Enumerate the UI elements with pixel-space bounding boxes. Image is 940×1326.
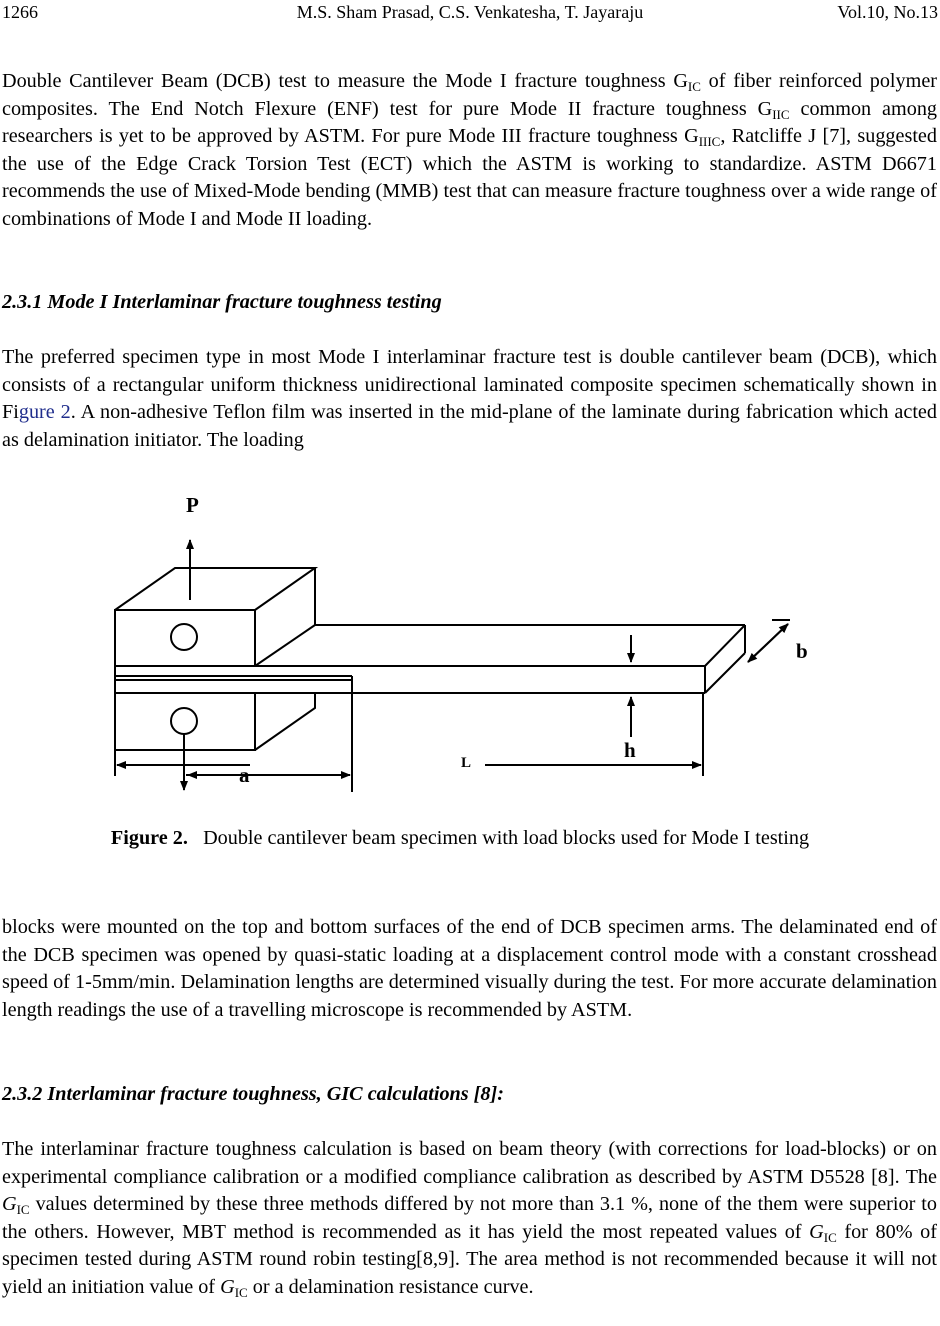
subscript: IC xyxy=(823,1229,837,1245)
subscript: IC xyxy=(16,1202,30,1217)
subscript: IIC xyxy=(772,106,790,122)
figure-caption xyxy=(100,824,820,852)
figure-dcb-specimen xyxy=(100,480,840,810)
page-number: 1266 xyxy=(2,2,38,22)
label-b: b xyxy=(796,639,808,663)
symbol-G: G xyxy=(809,1220,824,1243)
label-P: P xyxy=(186,493,199,517)
paragraph-dcb-specimen xyxy=(2,344,937,454)
text-run: common among researchers is yet to be approved by ASTM. For pure Mode III fracture toughness G xyxy=(2,97,938,147)
caption-label: Figure 2. xyxy=(110,827,188,849)
text-run: values determined by these three methods differed by not more than 3.1 %, none of the them were superior to the others. However, MBT method is recommended as it has yield the most repeated values of xyxy=(2,1193,937,1243)
section-heading-2-3-2: 2.3.2 Interlaminar fracture toughness, GIC calculations [8]: xyxy=(2,1083,504,1105)
page-header xyxy=(2,0,938,24)
section-heading-2-3-1: 2.3.1 Mode I Interlaminar fracture toughness testing xyxy=(2,291,442,313)
paragraph-intro xyxy=(2,68,937,233)
bottom-load-block xyxy=(115,693,315,750)
text-run: The interlaminar fracture toughness calculation is based on beam theory (with corrections for load-blocks) or on experimental compliance calibration or a modified compliance calibration as described by ASTM D5528 [8]. The xyxy=(2,1138,937,1188)
subscript: IC xyxy=(687,79,701,94)
top-pin-hole xyxy=(171,624,197,650)
text-run: or a delamination resistance curve. xyxy=(247,1275,534,1298)
text-run: for 80% of specimen tested during ASTM round robin testing[8,9]. The area method is not recommended because it will not yield an initiation value of xyxy=(2,1220,937,1298)
figure-reference-link[interactable]: gure 2 xyxy=(18,401,71,423)
symbol-G: G xyxy=(220,1275,235,1298)
paragraph-loading-blocks: blocks were mounted on the top and bottom surfaces of the end of DCB specimen arms. The delaminated end of the DCB specimen was opened by quasi-static loading at a displacement control mode with a constant crosshead speed of 1-5mm/min. Delamination lengths are determined visually during the test. For more accurate delamination length readings the use of a travelling microscope is recommended by ASTM. xyxy=(2,916,937,1021)
upper-arm xyxy=(255,625,745,693)
dcb-diagram xyxy=(100,480,840,810)
lower-arm xyxy=(115,666,705,750)
label-L: L xyxy=(461,755,472,771)
text-run: of fiber reinforced polymer composites. The End Notch Flexure (ENF) test for pure Mode II fracture toughness G xyxy=(2,70,937,120)
subscript: IC xyxy=(234,1284,248,1300)
text-run: The preferred specimen type in most Mode I interlaminar fracture test is double cantilever beam (DCB), which consists of a rectangular uniform thickness unidirectional laminated composite specimen schematically shown in Fi xyxy=(2,346,937,423)
text-run: . A non-adhesive Teflon film was inserted in the mid-plane of the laminate during fabrication which acted as delamination initiator. The loading xyxy=(2,401,937,451)
volume-info: Vol.10, No.13 xyxy=(837,2,938,22)
bottom-pin-hole xyxy=(171,708,197,734)
running-authors: M.S. Sham Prasad, C.S. Venkatesha, T. Jayaraju xyxy=(296,2,644,22)
label-a: a xyxy=(239,763,250,787)
text-run: Double Cantilever Beam (DCB) test to measure the Mode I fracture toughness G xyxy=(2,70,688,92)
caption-text: Double cantilever beam specimen with load blocks used for Mode I testing xyxy=(203,827,810,849)
text-run: , Ratcliffe J [7], suggested the use of the Edge Crack Torsion Test (ECT) which the ASTM is working to standardize. ASTM D6671 recommends the use of Mixed-Mode bending (MMB) test that can measure fracture toughness over a wide range of combinations of Mode I and Mode II loading. xyxy=(2,125,937,230)
label-h: h xyxy=(624,738,636,762)
paragraph-gic-calculation xyxy=(2,1136,937,1301)
top-load-block xyxy=(115,568,315,666)
subscript: IIIC xyxy=(698,134,721,149)
width-arrow-2 xyxy=(748,624,788,662)
symbol-G: G xyxy=(2,1193,17,1215)
